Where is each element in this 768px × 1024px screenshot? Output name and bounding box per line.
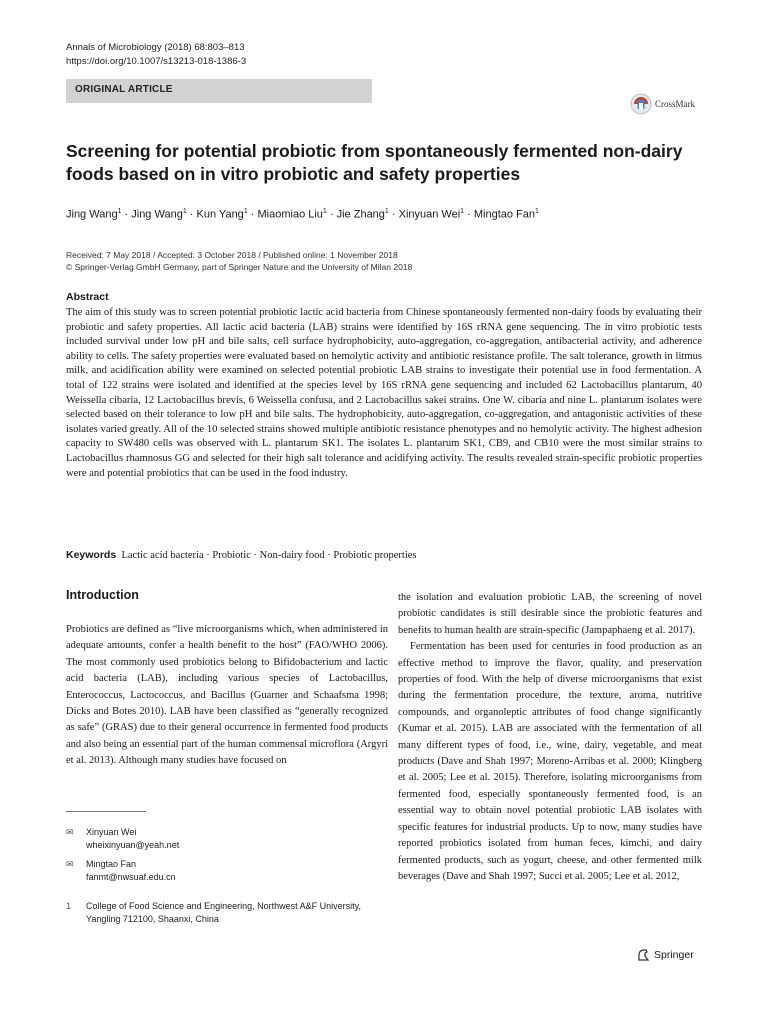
abstract-heading: Abstract xyxy=(66,291,109,303)
contact-name: Xinyuan Wei xyxy=(86,827,137,837)
contact-1 xyxy=(66,826,179,851)
author-name[interactable]: Jing Wang xyxy=(131,208,183,221)
intro-paragraph-1: Probiotics are defined as “live microorganisms which, when administered in adequate amounts, confer a health benefit to the host” (FAO/WHO 2006). The most commonly used probiotics belong to Bifidobacterium and lactic acid bacteria (LAB), including various species of Lactobacillus, Enterococcus, Lactococcus, and Bacillus (Guarner and Schaafsma 1998; Dicks and Botes 2010). LAB have been classified as “generally recognized as safe” (GRAS) due to their general occurrence in fermented food products and also being an essential part of the human commensal microflora (Argyri et al. 2013). Although many studies have focused on xyxy=(66,624,388,767)
doi-link[interactable]: https://doi.org/10.1007/s13213-018-1386-3 xyxy=(66,56,247,67)
author-affiliation-mark: 1 xyxy=(243,208,248,215)
footnote-divider xyxy=(66,811,146,812)
author-separator: · xyxy=(186,208,197,221)
author-affiliation-mark: 1 xyxy=(117,208,122,215)
crossmark-icon xyxy=(630,93,652,115)
contact-2 xyxy=(66,858,176,883)
contact-email[interactable]: fanmt@nwsuaf.edu.cn xyxy=(86,871,176,882)
author-separator: · xyxy=(464,208,474,221)
publication-dates xyxy=(66,249,412,273)
author-name[interactable]: Miaomiao Liu xyxy=(257,208,323,221)
publisher-logo xyxy=(636,948,694,962)
intro-paragraph-2: Fermentation has been used for centuries in food production as an effective method to improve the flavor, quality, and preservation properties of food. With the help of diverse microorganisms that exist during the fermentation procedure, the texture, aroma, nutritive compounds, and organoleptic attributes of food change significantly (Kumar et al. 2015). LAB are associated with the fermentation of all many different types of food, i.e., wine, dairy, vegetable, and meat products (Dave and Shah 1997; Moreno-Arribas et al. 2000; Klingberg et al. 2005; Lee et al. 2015). Therefore, isolating microorganisms from fermented food, especially spontaneously fermented food, is an essential way to obtain novel potential probiotic LAB isolates with specific features for industrial products. Up to now, many studies have reported probiotics isolated from human feces, kimchi, and dairy fermented products, such as yogurt, cheese, and other fermented milk beverages (Dave and Shah 1997; Succi et al. 2005; Lee et al. 2012, xyxy=(398,641,702,882)
affiliation-text: College of Food Science and Engineering, Northwest A&F University, Yangling 712100, Shaanxi, China xyxy=(86,901,361,924)
intro-paragraph-1-cont: the isolation and evaluation probiotic LAB, the screening of novel probiotic candidates is still desirable since the probiotic features and benefits to human health are strain-specific (Jampaphaeng et al. 2017). xyxy=(398,592,702,636)
author-separator: · xyxy=(121,208,132,221)
keywords-line xyxy=(66,549,417,561)
intro-column-right xyxy=(398,590,702,885)
author-affiliation-mark: 1 xyxy=(182,208,187,215)
author-separator: · xyxy=(388,208,399,221)
author-separator: · xyxy=(247,208,258,221)
contact-email[interactable]: wheixinyuan@yeah.net xyxy=(86,839,180,850)
contact-name: Mingtao Fan xyxy=(86,859,137,869)
author-name[interactable]: Xinyuan Wei xyxy=(398,208,461,221)
article-title: Screening for potential probiotic from spontaneously fermented non-dairy foods based on in vitro probiotic and safety properties xyxy=(66,141,683,184)
crossmark-label: CrossMark xyxy=(655,99,695,109)
introduction-heading: Introduction xyxy=(66,588,139,602)
abstract-text: The aim of this study was to screen potential probiotic lactic acid bacteria from Chinese spontaneously fermented non-dairy foods by evaluating their probiotic and safety properties. All lactic acid bacteria (LAB) strains were identified by 16S rRNA gene sequencing. The in vitro probiotic tests included survival under low pH and bile salts, cell surface hydrophobicity, auto-aggregation, co-aggregation, antibacterial activity, and adherence ability to cells. The safety properties were evaluated based on hemolytic activity and antibiotic resistance profile. The salt tolerance, growth in litmus milk, and acidification ability were examined on selected potential probiotic LAB strains to investigate their potential use in food fermentation. A total of 122 strains were isolated and identified at the species level by 16S rRNA gene sequencing and included 62 Lactobacillus plantarum, 40 Weissella cibaria, 12 Lactobacillus brevis, 6 Weissella confusa, and 2 Lactobacillus sakei strains. One W. cibaria and nine L. plantarum isolates were selected based on their tolerance to low pH and bile salts. The hydrophobicity, auto-aggregation, co-aggregation, and antagonistic activities of these isolates varied greatly. All of the 10 selected strains showed multiple antibiotic resistance phenotypes and no hemolytic activity. The highest adhesion capacity to SW480 cells was observed with L. plantarum SK1. The isolates L. plantarum SK1, CB9, and CB10 were the most similar strains to Lactobacillus rhamnosus GG and selected for their high salt tolerance and acidifying activity. The results revealed strain-specific probiotic properties were and potential probiotics that can be used in the food industry. xyxy=(66,307,702,479)
author-separator: · xyxy=(326,208,337,221)
springer-horse-icon xyxy=(636,948,650,962)
dates-line: Received: 7 May 2018 / Accepted: 3 October 2018 / Published online: 1 November 2018 xyxy=(66,250,398,260)
author-list xyxy=(66,208,539,221)
author-affiliation-mark: 1 xyxy=(322,208,327,215)
affiliation xyxy=(66,900,366,925)
author-affiliation-mark: 1 xyxy=(535,208,539,215)
keywords-list: Lactic acid bacteria · Probiotic · Non-dairy food · Probiotic properties xyxy=(121,550,417,561)
article-type-banner xyxy=(66,79,372,103)
envelope-icon: ✉ xyxy=(66,859,74,869)
publisher-name: Springer xyxy=(654,949,694,961)
author-name[interactable]: Mingtao Fan xyxy=(473,208,536,221)
abstract-body xyxy=(66,306,702,481)
envelope-icon: ✉ xyxy=(66,827,74,837)
author-name[interactable]: Jie Zhang xyxy=(336,208,385,221)
copyright-line: © Springer-Verlag GmbH Germany, part of Springer Nature and the University of Milan 2018 xyxy=(66,262,413,272)
author-affiliation-mark: 1 xyxy=(460,208,465,215)
keywords-label: Keywords xyxy=(66,549,117,561)
author-affiliation-mark: 1 xyxy=(384,208,389,215)
author-name[interactable]: Kun Yang xyxy=(196,208,244,221)
intro-column-left xyxy=(66,622,388,770)
journal-citation: Annals of Microbiology (2018) 68:803–813 xyxy=(66,42,245,53)
crossmark-badge[interactable] xyxy=(630,93,695,115)
affiliation-number: 1 xyxy=(66,901,72,911)
author-name[interactable]: Jing Wang xyxy=(66,208,118,221)
article-type-label: ORIGINAL ARTICLE xyxy=(75,84,173,95)
